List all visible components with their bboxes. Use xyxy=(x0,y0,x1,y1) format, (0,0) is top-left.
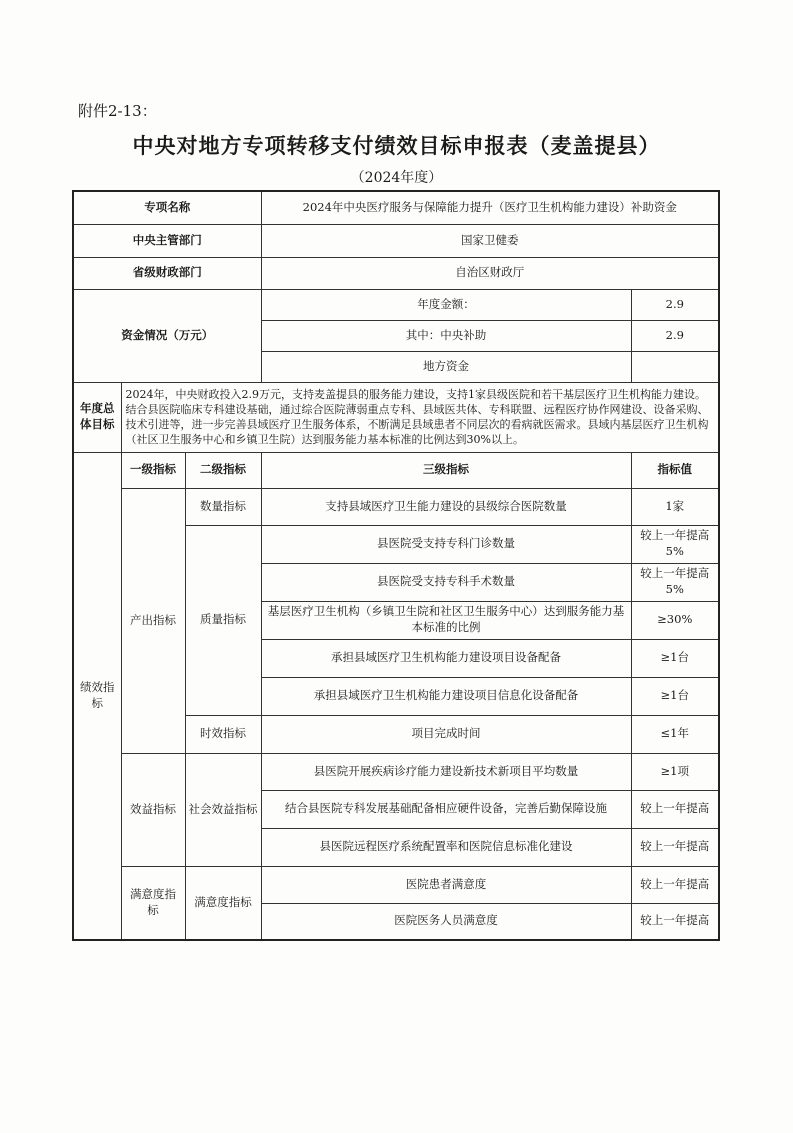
attachment-number: 附件2-13： xyxy=(78,102,157,120)
funds-local-label: 地方资金 xyxy=(261,351,631,382)
table-row-value: 较上一年提高 xyxy=(631,790,719,828)
annual-goal-label-line1: 年度总 xyxy=(80,401,115,416)
quantity-indicator-label: 数量指标 xyxy=(185,488,261,525)
table-row-name: 县医院远程医疗系统配置率和医院信息标准化建设 xyxy=(261,828,631,866)
table-row-name: 县医院受支持专科手术数量 xyxy=(261,563,631,601)
year-label: （2024年度） xyxy=(350,170,443,186)
table-row-value: ≤1年 xyxy=(631,715,719,753)
table-row-name: 医院患者满意度 xyxy=(261,866,631,903)
table-row-name: 承担县域医疗卫生机构能力建设项目设备配备 xyxy=(261,639,631,677)
table-row-value: 较上一年提高5% xyxy=(631,563,719,601)
table-row-value: 较上一年提高 xyxy=(631,866,719,903)
table-row-name: 支持县域医疗卫生能力建设的县级综合医院数量 xyxy=(261,488,631,525)
table-row-value: ≥1台 xyxy=(631,639,719,677)
table-row-value: 较上一年提高5% xyxy=(631,525,719,563)
indicators-section-label-line2: 标 xyxy=(91,695,103,710)
performance-target-table xyxy=(72,190,720,941)
funds-label: 资金情况（万元） xyxy=(73,289,261,382)
table-row-name: 医院医务人员满意度 xyxy=(261,903,631,940)
satisfaction-sub-label: 满意度指标 xyxy=(185,866,261,940)
header-value: 指标值 xyxy=(631,452,719,488)
funds-central-label: 其中：中央补助 xyxy=(261,320,631,351)
funds-annual-label: 年度金额： xyxy=(261,289,631,320)
project-name-label: 专项名称 xyxy=(73,191,261,224)
benefit-indicator-label: 效益指标 xyxy=(121,753,185,866)
table-row-value: 较上一年提高 xyxy=(631,903,719,940)
project-name-value: 2024年中央医疗服务与保障能力提升（医疗卫生机构能力建设）补助资金 xyxy=(261,191,719,224)
annual-goal-text: 2024年，中央财政投入2.9万元，支持麦盖提县的服务能力建设，支持1家县级医院和若干基层医疗卫生机构能力建设。结合县医院临床专科建设基础，通过综合医院薄弱重点专科、县域医共体、专科联盟、远程医疗协作网建设、设备采购、技术引进等，进一步完善县域医疗卫生服务体系，不断满足县域患者不同层次的看病就医需求。县域内基层医疗卫生机构（社区卫生服务中心和乡镇卫生院）达到服务能力基本标准的比例达到30%以上。 xyxy=(121,382,719,452)
header-level1: 一级指标 xyxy=(121,452,185,488)
funds-central-value: 2.9 xyxy=(631,320,719,351)
header-level2: 二级指标 xyxy=(185,452,261,488)
funds-local-value xyxy=(631,351,719,382)
satisfaction-indicator-label: 满意度指标 xyxy=(121,866,185,940)
social-benefit-label: 社会效益指标 xyxy=(185,753,261,866)
table-row-value: ≥1项 xyxy=(631,753,719,790)
header-level3: 三级指标 xyxy=(261,452,631,488)
table-row-name: 项目完成时间 xyxy=(261,715,631,753)
table-row-value: ≥1台 xyxy=(631,677,719,715)
table-row-name: 基层医疗卫生机构（乡镇卫生院和社区卫生服务中心）达到服务能力基本标准的比例 xyxy=(261,601,631,639)
output-indicator-label: 产出指标 xyxy=(121,488,185,753)
page-title: 中央对地方专项转移支付绩效目标申报表（麦盖提县） xyxy=(132,134,661,158)
funds-annual-value: 2.9 xyxy=(631,289,719,320)
table-row-name: 县医院开展疾病诊疗能力建设新技术新项目平均数量 xyxy=(261,753,631,790)
central-dept-value: 国家卫健委 xyxy=(261,224,719,257)
time-indicator-label: 时效指标 xyxy=(185,715,261,753)
central-dept-label: 中央主管部门 xyxy=(73,224,261,257)
annual-goal-label-line2: 体目标 xyxy=(80,417,115,431)
indicators-section-label xyxy=(73,452,121,940)
table-row-name: 承担县域医疗卫生机构能力建设项目信息化设备配备 xyxy=(261,677,631,715)
provincial-dept-value: 自治区财政厅 xyxy=(261,257,719,289)
provincial-dept-label: 省级财政部门 xyxy=(73,257,261,289)
indicators-section-label-line1: 绩效指 xyxy=(80,680,115,695)
table-row-value: 1家 xyxy=(631,488,719,525)
quality-indicator-label: 质量指标 xyxy=(185,525,261,715)
table-row-name: 县医院受支持专科门诊数量 xyxy=(261,525,631,563)
annual-goal-label xyxy=(73,382,121,452)
table-row-name: 结合县医院专科发展基础配备相应硬件设备，完善后勤保障设施 xyxy=(261,790,631,828)
table-row-value: ≥30% xyxy=(631,601,719,639)
table-row-value: 较上一年提高 xyxy=(631,828,719,866)
